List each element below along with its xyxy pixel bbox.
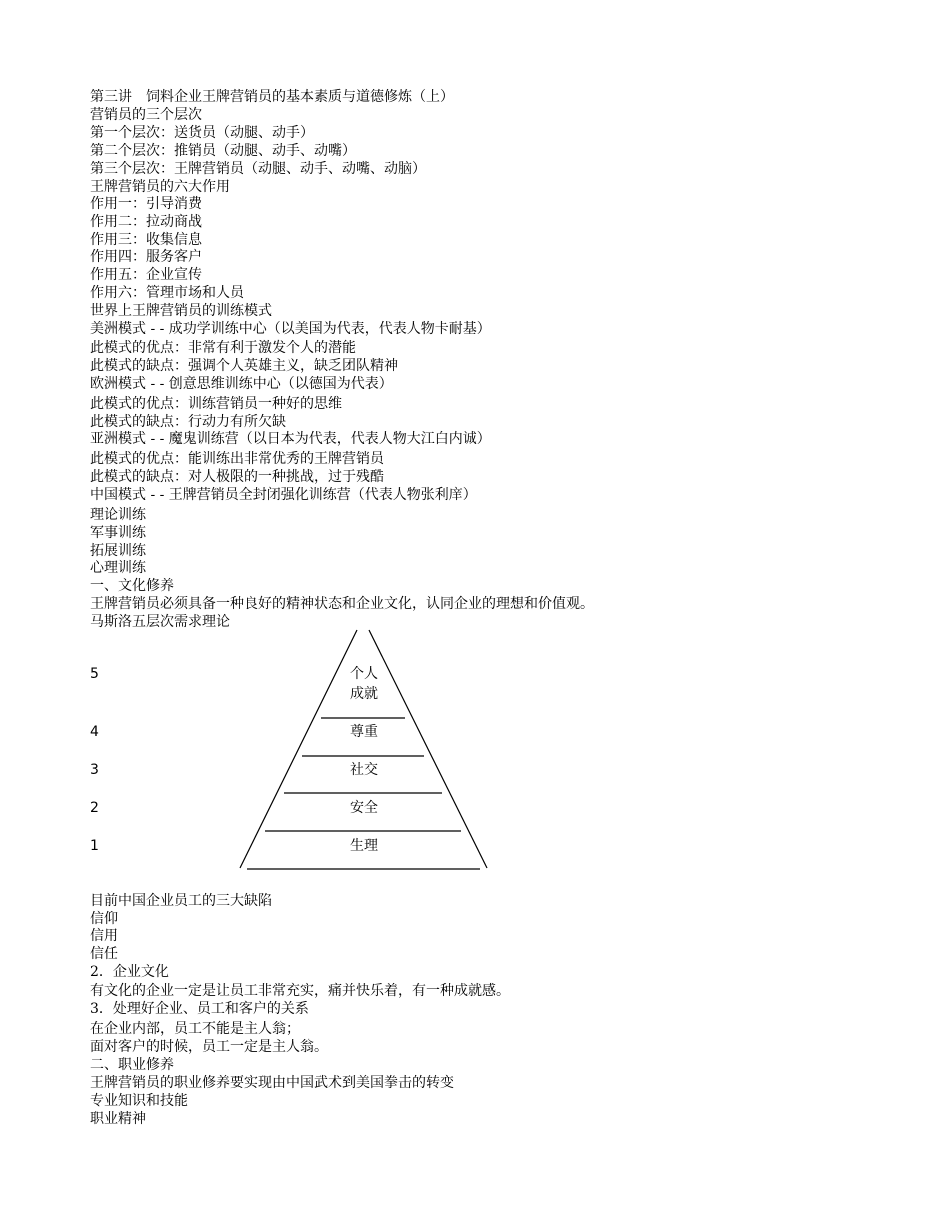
section-heading: 2．企业文化 xyxy=(90,964,169,980)
text-line: 理论训练 xyxy=(90,507,146,523)
text-line: 第三个层次：王牌营销员（动腿、动手、动嘴、动脑） xyxy=(90,161,426,177)
pyramid-label: 个人 xyxy=(350,666,378,682)
text-line: 王牌营销员的职业修养要实现由中国武术到美国拳击的转变 xyxy=(90,1075,454,1091)
text-line: 目前中国企业员工的三大缺陷 xyxy=(90,893,272,909)
text-line: 此模式的缺点：行动力有所欠缺 xyxy=(90,414,286,430)
text-line: 亚洲模式 - - 魔鬼训练营（以日本为代表，代表人物大江白内诚） xyxy=(90,431,491,447)
text-line: 马斯洛五层次需求理论 xyxy=(90,614,230,630)
pyramid-level-number: 2 xyxy=(90,800,99,816)
text-line: 信仰 xyxy=(90,911,118,927)
text-line: 作用三：收集信息 xyxy=(90,232,202,248)
pyramid-label: 尊重 xyxy=(350,724,378,740)
text-line: 此模式的优点：训练营销员一种好的思维 xyxy=(90,396,342,412)
text-line: 在企业内部，员工不能是主人翁； xyxy=(90,1021,300,1037)
text-line: 此模式的优点：能训练出非常优秀的王牌营销员 xyxy=(90,451,384,467)
text-line: 作用二：拉动商战 xyxy=(90,214,202,230)
text-line: 作用一：引导消费 xyxy=(90,196,202,212)
text-line: 世界上王牌营销员的训练模式 xyxy=(90,303,272,319)
text-line: 欧洲模式 - - 创意思维训练中心（以德国为代表） xyxy=(90,376,393,392)
text-line: 职业精神 xyxy=(90,1111,146,1127)
pyramid-label: 安全 xyxy=(350,800,378,816)
text-line: 营销员的三个层次 xyxy=(90,107,202,123)
text-line: 王牌营销员必须具备一种良好的精神状态和企业文化，认同企业的理想和价值观。 xyxy=(90,596,594,612)
section-heading: 一、文化修养 xyxy=(90,578,174,594)
text-line: 心理训练 xyxy=(90,560,146,576)
text-line: 拓展训练 xyxy=(90,543,146,559)
text-line: 此模式的优点：非常有利于激发个人的潜能 xyxy=(90,340,356,356)
section-heading: 3．处理好企业、员工和客户的关系 xyxy=(90,1001,309,1017)
text-line: 军事训练 xyxy=(90,525,146,541)
text-line: 专业知识和技能 xyxy=(90,1093,188,1109)
pyramid-level-number: 5 xyxy=(90,666,99,682)
text-line: 信任 xyxy=(90,946,118,962)
text-line: 作用六：管理市场和人员 xyxy=(90,285,244,301)
text-line: 作用五：企业宣传 xyxy=(90,267,202,283)
text-line: 信用 xyxy=(90,928,118,944)
lecture-title: 第三讲 饲料企业王牌营销员的基本素质与道德修炼（上） xyxy=(90,89,454,105)
pyramid-level-number: 3 xyxy=(90,762,99,778)
pyramid-label: 成就 xyxy=(350,686,378,702)
text-line: 有文化的企业一定是让员工非常充实，痛并快乐着，有一种成就感。 xyxy=(90,983,510,999)
pyramid-level-number: 4 xyxy=(90,724,99,740)
section-heading: 二、职业修养 xyxy=(90,1057,174,1073)
text-line: 第二个层次：推销员（动腿、动手、动嘴） xyxy=(90,143,356,159)
pyramid-label: 生理 xyxy=(350,838,378,854)
text-line: 此模式的缺点：强调个人英雄主义，缺乏团队精神 xyxy=(90,358,398,374)
text-line: 王牌营销员的六大作用 xyxy=(90,179,230,195)
text-line: 中国模式 - - 王牌营销员全封闭强化训练营（代表人物张利庠） xyxy=(90,487,477,503)
pyramid-level-number: 1 xyxy=(90,838,99,854)
text-line: 面对客户的时候，员工一定是主人翁。 xyxy=(90,1039,328,1055)
text-line: 第一个层次：送货员（动腿、动手） xyxy=(90,125,314,141)
text-line: 此模式的缺点：对人极限的一种挑战，过于残酷 xyxy=(90,469,384,485)
text-line: 作用四：服务客户 xyxy=(90,249,202,265)
text-line: 美洲模式 - - 成功学训练中心（以美国为代表，代表人物卡耐基） xyxy=(90,321,491,337)
pyramid-label: 社交 xyxy=(350,762,378,778)
